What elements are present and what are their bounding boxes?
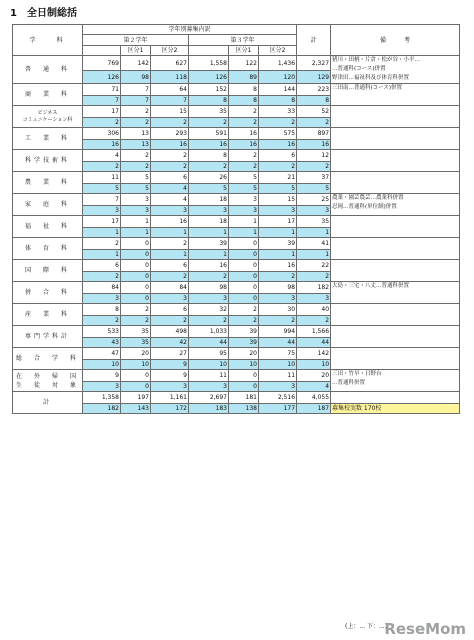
cell-value: 0 xyxy=(121,294,151,304)
cell-value: 27 xyxy=(151,348,189,360)
cell-value: 142 xyxy=(121,56,151,71)
cell-value: 897 xyxy=(297,128,331,140)
cell-value: 20 xyxy=(297,370,331,382)
table-row xyxy=(13,194,460,206)
cell-value: 2 xyxy=(259,162,297,172)
cell-value: 39 xyxy=(229,338,259,348)
cell-value: 3 xyxy=(189,294,229,304)
cell-value: 223 xyxy=(297,84,331,96)
cell-value: 2,516 xyxy=(259,392,297,404)
table-body xyxy=(13,56,460,414)
cell-value: 4 xyxy=(83,150,121,162)
cell-value: 30 xyxy=(259,304,297,316)
table-row xyxy=(13,56,460,71)
cell-value: 16 xyxy=(151,140,189,150)
cell-value: 16 xyxy=(259,140,297,150)
table-row xyxy=(13,304,460,316)
cell-value: 6 xyxy=(259,150,297,162)
cell-value: 4 xyxy=(151,184,189,194)
cell-value: 6 xyxy=(151,260,189,272)
cell-value: 6 xyxy=(151,172,189,184)
row-note xyxy=(331,106,460,128)
table-row xyxy=(13,392,460,404)
cell-value: 0 xyxy=(229,382,259,392)
cell-value: 22 xyxy=(297,260,331,272)
cell-value: 182 xyxy=(297,282,331,294)
cell-value: 0 xyxy=(229,272,259,282)
row-label: 在 外 帰 国 生 徒 対 象 xyxy=(13,370,83,392)
header-gakka: 学 科 xyxy=(13,25,83,56)
cell-value: 35 xyxy=(121,326,151,338)
cell-value: 17 xyxy=(83,106,121,118)
cell-value: 10 xyxy=(189,360,229,370)
cell-value: 197 xyxy=(121,392,151,404)
cell-value: 0 xyxy=(229,282,259,294)
cell-value: 2 xyxy=(151,272,189,282)
cell-value: 1 xyxy=(297,228,331,238)
cell-value: 3 xyxy=(259,382,297,392)
cell-value: 0 xyxy=(121,238,151,250)
cell-value: 0 xyxy=(229,294,259,304)
cell-value: 2 xyxy=(297,118,331,128)
header-blank xyxy=(83,46,121,56)
cell-value: 1 xyxy=(297,250,331,260)
cell-value: 1,033 xyxy=(189,326,229,338)
cell-value: 0 xyxy=(121,370,151,382)
cell-value: 89 xyxy=(229,71,259,84)
cell-value: 16 xyxy=(259,260,297,272)
cell-value: 35 xyxy=(297,216,331,228)
cell-value: 10 xyxy=(83,360,121,370)
header-sub2: 区分2 xyxy=(151,46,189,56)
cell-value: 1,358 xyxy=(83,392,121,404)
cell-value: 7 xyxy=(83,96,121,106)
cell-value: 122 xyxy=(229,56,259,71)
table-row xyxy=(13,282,460,294)
cell-value: 4 xyxy=(297,382,331,392)
cell-value: 0 xyxy=(229,250,259,260)
cell-value: 144 xyxy=(259,84,297,96)
cell-value: 75 xyxy=(259,348,297,360)
cell-value: 183 xyxy=(189,404,229,414)
cell-value: 39 xyxy=(229,326,259,338)
cell-value: 41 xyxy=(297,238,331,250)
row-label: 商 業 科 xyxy=(13,84,83,106)
cell-value: 293 xyxy=(151,128,189,140)
row-note xyxy=(331,216,460,238)
cell-value: 2 xyxy=(297,316,331,326)
cell-value: 39 xyxy=(259,238,297,250)
table-row xyxy=(13,260,460,272)
cell-value: 306 xyxy=(83,128,121,140)
cell-value: 627 xyxy=(151,56,189,71)
cell-value: 8 xyxy=(259,96,297,106)
cell-value: 15 xyxy=(151,106,189,118)
cell-value: 2 xyxy=(83,162,121,172)
table-row xyxy=(13,106,460,118)
cell-value: 47 xyxy=(83,348,121,360)
cell-value: 37 xyxy=(297,172,331,184)
cell-value: 11 xyxy=(189,370,229,382)
cell-value: 1 xyxy=(189,250,229,260)
cell-value: 20 xyxy=(229,348,259,360)
row-label: 農 業 科 xyxy=(13,172,83,194)
cell-value: 3 xyxy=(151,382,189,392)
cell-value: 3 xyxy=(83,206,121,216)
cell-value: 3 xyxy=(83,294,121,304)
cell-value: 2 xyxy=(121,150,151,162)
cell-value: 25 xyxy=(297,194,331,206)
cell-value: 35 xyxy=(189,106,229,118)
table-row xyxy=(13,128,460,140)
table-row xyxy=(13,348,460,360)
row-note: 猪川・田柄・片倉・松が谷・小平… …普通科(コース)併置 野津田…福祉科及び体育科併置 xyxy=(331,56,460,84)
cell-value: 138 xyxy=(229,404,259,414)
table-row xyxy=(13,150,460,162)
row-label: ビジネス コミュニケーション科 xyxy=(13,106,83,128)
cell-value: 2 xyxy=(151,150,189,162)
cell-value: 5 xyxy=(229,184,259,194)
table-row xyxy=(13,238,460,250)
cell-value: 2 xyxy=(151,162,189,172)
row-note xyxy=(331,238,460,260)
cell-value: 9 xyxy=(151,370,189,382)
row-label: 専門学科計 xyxy=(13,326,83,348)
cell-value: 17 xyxy=(259,216,297,228)
cell-value: 2 xyxy=(151,238,189,250)
row-label: 併 合 科 xyxy=(13,282,83,304)
row-label: 福 祉 科 xyxy=(13,216,83,238)
cell-value: 2,697 xyxy=(189,392,229,404)
cell-value: 5 xyxy=(121,172,151,184)
cell-value: 44 xyxy=(297,338,331,348)
footer-note: (上：... 下：...) xyxy=(345,623,388,630)
cell-value: 43 xyxy=(83,338,121,348)
cell-value: 1 xyxy=(229,216,259,228)
row-note xyxy=(331,392,460,404)
cell-value: 2 xyxy=(121,162,151,172)
row-label: 体 育 科 xyxy=(13,238,83,260)
cell-value: 64 xyxy=(151,84,189,96)
cell-value: 1,436 xyxy=(259,56,297,71)
cell-value: 10 xyxy=(259,360,297,370)
cell-value: 0 xyxy=(229,370,259,382)
cell-value: 1 xyxy=(259,228,297,238)
cell-value: 591 xyxy=(189,128,229,140)
cell-value: 7 xyxy=(121,96,151,106)
cell-value: 2 xyxy=(151,118,189,128)
cell-value: 182 xyxy=(83,404,121,414)
cell-value: 16 xyxy=(297,140,331,150)
cell-value: 2 xyxy=(229,162,259,172)
cell-value: 8 xyxy=(297,96,331,106)
cell-value: 3 xyxy=(189,382,229,392)
cell-value: 3 xyxy=(83,382,121,392)
cell-value: 0 xyxy=(121,272,151,282)
row-note xyxy=(331,172,460,194)
cell-value: 44 xyxy=(259,338,297,348)
row-note xyxy=(331,304,460,326)
cell-value: 0 xyxy=(121,260,151,272)
cell-value: 20 xyxy=(121,348,151,360)
cell-value: 40 xyxy=(297,304,331,316)
cell-value: 1 xyxy=(121,216,151,228)
cell-value: 8 xyxy=(83,304,121,316)
cell-value: 1 xyxy=(229,228,259,238)
header-year3: 第３学年 xyxy=(189,35,297,46)
cell-value: 1 xyxy=(83,250,121,260)
cell-value: 2 xyxy=(229,304,259,316)
cell-value: 16 xyxy=(189,140,229,150)
cell-value: 2 xyxy=(229,316,259,326)
header-sub1: 区分1 xyxy=(229,46,259,56)
cell-value: 18 xyxy=(189,194,229,206)
cell-value: 2 xyxy=(259,316,297,326)
table-row xyxy=(13,216,460,228)
header-sub1: 区分1 xyxy=(121,46,151,56)
cell-value: 575 xyxy=(259,128,297,140)
cell-value: 2 xyxy=(121,304,151,316)
cell-value: 16 xyxy=(83,140,121,150)
table-row xyxy=(13,370,460,382)
cell-value: 1 xyxy=(151,250,189,260)
cell-value: 187 xyxy=(297,404,331,414)
cell-value: 2 xyxy=(121,106,151,118)
table-row xyxy=(13,326,460,338)
cell-value: 9 xyxy=(151,360,189,370)
cell-value: 8 xyxy=(229,84,259,96)
cell-value: 10 xyxy=(121,360,151,370)
row-note xyxy=(331,260,460,282)
row-note xyxy=(331,326,460,348)
row-note xyxy=(331,128,460,150)
row-note: 農業・園芸農芸…農業科併置 忍岡…普通科(単位制)併置 xyxy=(331,194,460,216)
cell-value: 2 xyxy=(229,150,259,162)
cell-value: 2 xyxy=(151,316,189,326)
row-note xyxy=(331,150,460,172)
header-sub2: 区分2 xyxy=(259,46,297,56)
cell-value: 2 xyxy=(189,316,229,326)
cell-value: 2 xyxy=(229,118,259,128)
cell-value: 143 xyxy=(121,404,151,414)
cell-value: 6 xyxy=(83,260,121,272)
cell-value: 3 xyxy=(229,206,259,216)
cell-value: 2 xyxy=(189,118,229,128)
row-label: 科学技術科 xyxy=(13,150,83,172)
cell-value: 5 xyxy=(297,184,331,194)
cell-value: 0 xyxy=(121,382,151,392)
header-blank xyxy=(189,46,229,56)
row-label: 普 通 科 xyxy=(13,56,83,84)
cell-value: 3 xyxy=(229,194,259,206)
cell-value: 177 xyxy=(259,404,297,414)
cell-value: 3 xyxy=(121,194,151,206)
cell-value: 2 xyxy=(121,118,151,128)
cell-value: 39 xyxy=(189,238,229,250)
school-count-note: 募集校実数 170校 xyxy=(331,404,460,414)
cell-value: 21 xyxy=(259,172,297,184)
cell-value: 8 xyxy=(189,150,229,162)
cell-value: 13 xyxy=(121,128,151,140)
cell-value: 3 xyxy=(151,206,189,216)
cell-value: 3 xyxy=(189,206,229,216)
cell-value: 3 xyxy=(151,294,189,304)
row-note: 三田・竹早・日野台 …普通科併置 xyxy=(331,370,460,392)
header-kei: 計 xyxy=(297,25,331,56)
cell-value: 0 xyxy=(121,282,151,294)
cell-value: 2 xyxy=(259,118,297,128)
cell-value: 11 xyxy=(259,370,297,382)
cell-value: 5 xyxy=(121,184,151,194)
cell-value: 7 xyxy=(83,194,121,206)
cell-value: 3 xyxy=(121,206,151,216)
cell-value: 8 xyxy=(229,96,259,106)
cell-value: 1 xyxy=(259,250,297,260)
cell-value: 7 xyxy=(121,84,151,96)
cell-value: 35 xyxy=(121,338,151,348)
cell-value: 98 xyxy=(259,282,297,294)
cell-value: 118 xyxy=(151,71,189,84)
cell-value: 16 xyxy=(151,216,189,228)
row-label: 家 庭 科 xyxy=(13,194,83,216)
cell-value: 4 xyxy=(151,194,189,206)
cell-value: 10 xyxy=(297,360,331,370)
cell-value: 1 xyxy=(189,228,229,238)
row-label: 国 際 科 xyxy=(13,260,83,282)
cell-value: 95 xyxy=(189,348,229,360)
cell-value: 1,566 xyxy=(297,326,331,338)
cell-value: 15 xyxy=(259,194,297,206)
cell-value: 120 xyxy=(259,71,297,84)
cell-value: 1 xyxy=(151,228,189,238)
cell-value: 11 xyxy=(83,172,121,184)
cell-value: 84 xyxy=(83,282,121,294)
cell-value: 12 xyxy=(297,150,331,162)
table-row xyxy=(13,84,460,96)
header-biko: 備 考 xyxy=(331,25,460,56)
cell-value: 17 xyxy=(83,216,121,228)
cell-value: 181 xyxy=(229,392,259,404)
cell-value: 1 xyxy=(83,228,121,238)
cell-value: 16 xyxy=(229,128,259,140)
table-row xyxy=(13,172,460,184)
header-year2: 第２学年 xyxy=(83,35,189,46)
row-label: 計 xyxy=(13,392,83,414)
cell-value: 18 xyxy=(189,216,229,228)
cell-value: 0 xyxy=(121,250,151,260)
header-group: 学年別募集内訳 xyxy=(83,25,297,35)
row-label: 工 業 科 xyxy=(13,128,83,150)
cell-value: 8 xyxy=(189,96,229,106)
cell-value: 0 xyxy=(229,238,259,250)
watermark-logo: ReseMom xyxy=(384,620,466,638)
cell-value: 142 xyxy=(297,348,331,360)
cell-value: 2 xyxy=(189,272,229,282)
cell-value: 5 xyxy=(229,172,259,184)
cell-value: 84 xyxy=(151,282,189,294)
cell-value: 98 xyxy=(189,282,229,294)
cell-value: 4,055 xyxy=(297,392,331,404)
cell-value: 2 xyxy=(229,106,259,118)
cell-value: 498 xyxy=(151,326,189,338)
cell-value: 10 xyxy=(229,360,259,370)
cell-value: 42 xyxy=(151,338,189,348)
cell-value: 1 xyxy=(121,228,151,238)
cell-value: 1,558 xyxy=(189,56,229,71)
cell-value: 2 xyxy=(83,272,121,282)
cell-value: 16 xyxy=(189,260,229,272)
row-note xyxy=(331,348,460,370)
cell-value: 172 xyxy=(151,404,189,414)
cell-value: 126 xyxy=(189,71,229,84)
cell-value: 0 xyxy=(229,260,259,272)
cell-value: 533 xyxy=(83,326,121,338)
cell-value: 16 xyxy=(229,140,259,150)
row-label: 産 業 科 xyxy=(13,304,83,326)
cell-value: 6 xyxy=(151,304,189,316)
cell-value: 2 xyxy=(83,238,121,250)
cell-value: 3 xyxy=(297,294,331,304)
cell-value: 2 xyxy=(83,316,121,326)
cell-value: 2 xyxy=(297,272,331,282)
cell-value: 2 xyxy=(121,316,151,326)
row-label: 総 合 学 科 xyxy=(13,348,83,370)
cell-value: 5 xyxy=(259,184,297,194)
cell-value: 129 xyxy=(297,71,331,84)
cell-value: 2 xyxy=(259,272,297,282)
cell-value: 71 xyxy=(83,84,121,96)
cell-value: 5 xyxy=(83,184,121,194)
cell-value: 33 xyxy=(259,106,297,118)
cell-value: 1,161 xyxy=(151,392,189,404)
cell-value: 2 xyxy=(189,162,229,172)
cell-value: 98 xyxy=(121,71,151,84)
cell-value: 152 xyxy=(189,84,229,96)
page-title: 1 全日制総括 xyxy=(10,8,77,19)
cell-value: 52 xyxy=(297,106,331,118)
cell-value: 32 xyxy=(189,304,229,316)
row-note: 大島・三宅・八丈…普通科併置 xyxy=(331,282,460,304)
cell-value: 44 xyxy=(189,338,229,348)
cell-value: 126 xyxy=(83,71,121,84)
cell-value: 2 xyxy=(297,162,331,172)
cell-value: 2 xyxy=(83,118,121,128)
cell-value: 9 xyxy=(83,370,121,382)
cell-value: 3 xyxy=(259,294,297,304)
cell-value: 26 xyxy=(189,172,229,184)
cell-value: 769 xyxy=(83,56,121,71)
cell-value: 7 xyxy=(151,96,189,106)
cell-value: 2,327 xyxy=(297,56,331,71)
cell-value: 994 xyxy=(259,326,297,338)
cell-value: 3 xyxy=(297,206,331,216)
row-note: 三田南…普通科(コース)併置 xyxy=(331,84,460,106)
summary-table xyxy=(12,24,460,414)
cell-value: 5 xyxy=(189,184,229,194)
cell-value: 13 xyxy=(121,140,151,150)
cell-value: 3 xyxy=(259,206,297,216)
